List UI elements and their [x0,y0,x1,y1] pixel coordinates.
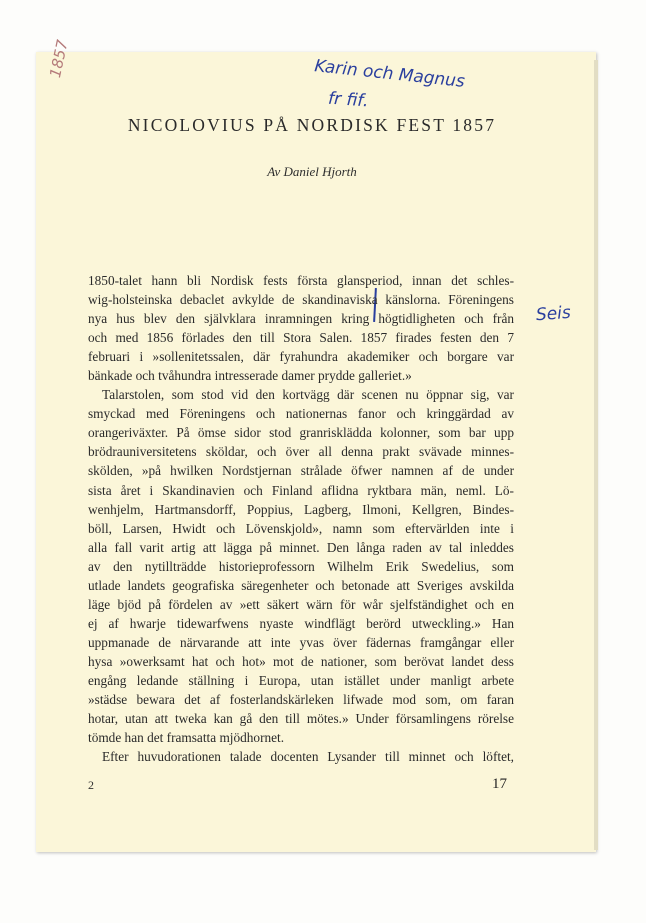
body-line: alla fall varit artig att lägga på minnet. Den långa raden av tal inleddes [88,539,514,555]
body-line: nya hus blev den självklara inramningen kring högtidligheten och från [88,311,514,327]
body-line: av den nytillträdde historieprofessorn Wilhelm Erik Swedelius, som [88,558,514,574]
pencil-page-number: 1857 [46,38,72,80]
body-line: hysa »owerksamt hat och hot» mot de nationer, som berövat landet dess [88,653,514,669]
article-body [88,271,514,766]
body-line: orangeriväxter. På ömse sidor stod granrisklädda kolonner, som bar upp [88,425,514,441]
handwritten-dedication-line1: Karin och Magnus [313,56,466,92]
body-line: engång ledande ställning i Europa, utan istället under manligt arbete [88,672,514,688]
signature-mark: 2 [88,778,94,792]
body-line: läge bjöd på fördelen av »ett säkert wärn för wår sjelfständighet och en [88,596,514,612]
page-number: 17 [492,776,507,792]
body-line: utlade landets geografiska säregenheter och betonade att Sveriges avskilda [88,577,514,593]
body-line: bänkade och tvåhundra intresserade damer prydde galleriet.» [88,368,412,384]
body-line: februari i »sollenitetssalen, där fyrahundra akademiker och borgare var [88,349,514,365]
body-line: ej af hwarje tidewarfwens nyaste windflägt berörd utweckling.» Han [88,615,514,631]
body-line: skölden, »på hwilken Nordstjernan strålade öfwer namnen af de under [88,463,514,479]
handwritten-margin-note: Seis [535,302,572,326]
body-line: böll, Larsen, Hwidt och Lövenskjold», namn som eftervärlden inte i [88,520,514,536]
body-line: och med 1856 förlades den till Stora Salen. 1857 firades festen den 7 [88,330,514,346]
body-line: brödrauniversitetens sköldar, och över all denna prakt svävade minnes- [88,444,514,460]
body-line: hotar, utan att tweka kan gå den till mötes.» Under församlingens rörelse [88,711,514,727]
body-line: 1850-talet hann bli Nordisk fests första glansperiod, innan det schles- [88,273,514,288]
sheet-edge-shadow [594,60,598,850]
body-line: smyckad med Föreningens och nationernas fanor och kringgärdad av [88,406,514,422]
body-line: »städse bewara det af fosterlandskärleken lifwade mod som, om faran [88,692,514,708]
handwritten-dedication-line2: fr fif. [327,88,370,112]
body-line: uppmanade de närvarande att inte yvas över fädernas framgångar eller [88,634,514,650]
article-title: NICOLOVIUS PÅ NORDISK FEST 1857 [127,115,497,135]
body-line: sista året i Skandinavien och Finland aflidna ryktbara män, neml. Lö- [88,482,514,498]
body-line: wenhjelm, Hartmansdorff, Poppius, Lagberg, Ilmoni, Kellgren, Bindes- [88,501,514,517]
body-line: tömde han det framsatta mjödhornet. [88,730,285,746]
article-author: Av Daniel Hjorth [267,164,357,179]
body-line: Talarstolen, som stod vid den kortvägg där scenen nu öppnar sig, var [102,387,514,403]
body-line: Efter huvudorationen talade docenten Lysander till minnet och löftet, [102,749,514,765]
body-line: wig-holsteinska debaclet avkylde de skandinaviska känslorna. Föreningens [88,292,514,308]
